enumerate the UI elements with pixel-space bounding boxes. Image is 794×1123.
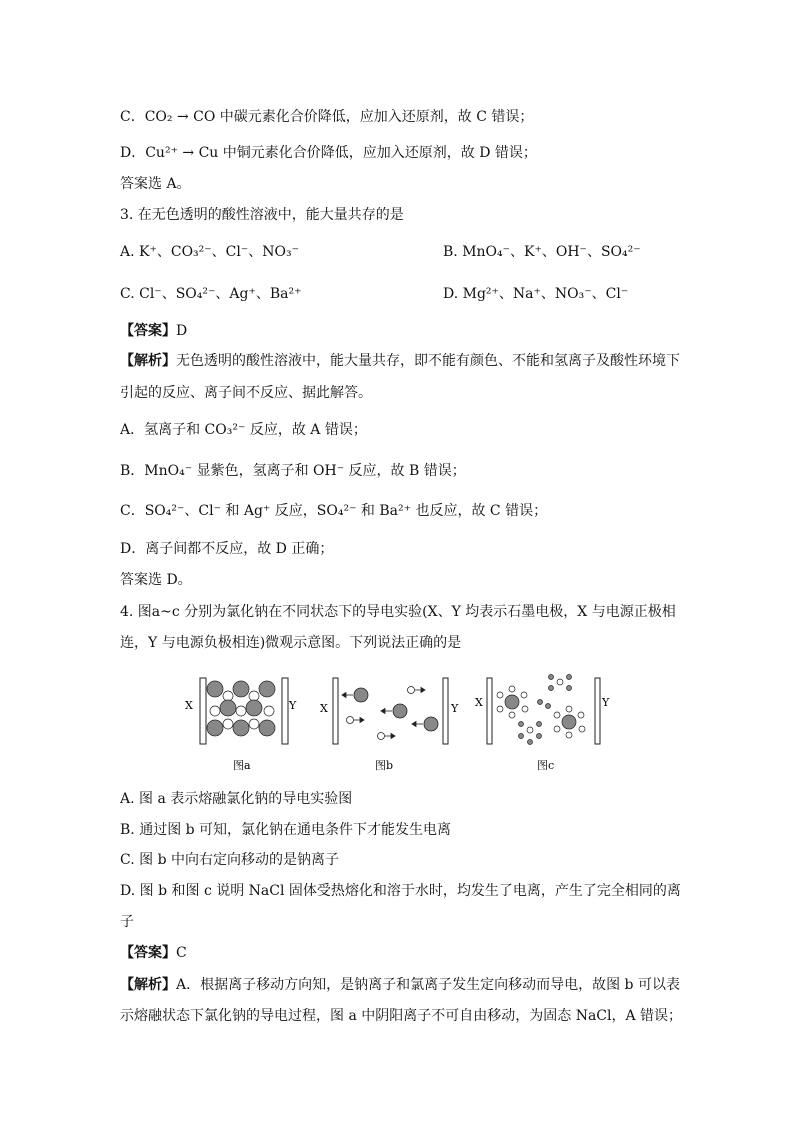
q3-option-d: D. Mg²⁺、Na⁺、NO₃⁻、Cl⁻ bbox=[443, 286, 629, 302]
answer-previous: 答案选 A。 bbox=[120, 176, 191, 192]
answer-tag: 【答案】 bbox=[120, 945, 176, 961]
caption-b: 图b bbox=[375, 759, 394, 772]
answer-tag: 【答案】 bbox=[120, 323, 176, 339]
figure-b bbox=[320, 678, 459, 772]
q3-explain-d: D．离子间都不反应，故 D 正确； bbox=[120, 541, 334, 557]
electrode-x-label: X bbox=[320, 702, 328, 715]
electrode-x bbox=[487, 678, 492, 744]
electrode-y-label: Y bbox=[289, 699, 297, 712]
electrode-y-label: Y bbox=[451, 702, 459, 715]
electrode-x-label: X bbox=[185, 699, 193, 712]
q3-option-a: A. K⁺、CO₃²⁻、Cl⁻、NO₃⁻ bbox=[120, 244, 299, 260]
figure-c bbox=[475, 675, 610, 773]
nacl-conduction-figure bbox=[185, 672, 615, 782]
analysis-text: A．根据离子移动方向知，是钠离子和氯离子发生定向移动而导电，故图 b 可以表 bbox=[176, 977, 680, 993]
option-c-previous: C．CO₂ → CO 中碳元素化合价降低，应加入还原剂，故 C 错误； bbox=[120, 109, 534, 125]
q3-explain-a: A．氢离子和 CO₃²⁻ 反应，故 A 错误； bbox=[120, 422, 367, 438]
q4-answer bbox=[120, 943, 187, 963]
analysis-text: 无色透明的酸性溶液中，能大量共存，即不能有颜色、不能和氢离子及酸性环境下 bbox=[176, 353, 680, 369]
q4-option-d-2: 子 bbox=[120, 914, 134, 930]
moving-ions bbox=[342, 687, 438, 740]
question-4-line-2: 连，Y 与电源负极相连)微观示意图。下列说法正确的是 bbox=[120, 635, 462, 651]
q3-explain-b: B．MnO₄⁻ 显紫色，氢离子和 OH⁻ 反应，故 B 错误； bbox=[120, 463, 466, 479]
question-3: 3. 在无色透明的酸性溶液中，能大量共存的是 bbox=[120, 207, 404, 223]
q3-option-b: B. MnO₄⁻、K⁺、OH⁻、SO₄²⁻ bbox=[443, 244, 641, 260]
analysis-tag: 【解析】 bbox=[120, 977, 176, 993]
electrode-x bbox=[200, 678, 206, 744]
answer-value: D bbox=[176, 323, 188, 339]
electrode-y bbox=[595, 678, 600, 744]
answer-value: C bbox=[176, 945, 187, 961]
q4-option-d-1: D. 图 b 和图 c 说明 NaCl 固体受热熔化和溶于水时，均发生了电离，产生了完全相同的离 bbox=[120, 883, 681, 899]
hydrated-ions bbox=[497, 675, 585, 745]
q3-analysis-2: 引起的反应、离子间不反应、据此解答。 bbox=[120, 385, 372, 401]
nacl-crystal-lattice bbox=[207, 681, 275, 736]
electrode-y bbox=[443, 678, 448, 744]
electrode-y-label: Y bbox=[602, 696, 610, 709]
q4-option-a: A. 图 a 表示熔融氯化钠的导电实验图 bbox=[120, 791, 353, 807]
q4-option-c: C. 图 b 中向右定向移动的是钠离子 bbox=[120, 852, 339, 868]
q3-analysis-1 bbox=[120, 351, 680, 371]
q4-analysis-2: 示熔融状态下氯化钠的导电过程，图 a 中阴阳离子不可自由移动，为固态 NaCl，A 错误； bbox=[120, 1008, 683, 1024]
figure-a bbox=[185, 678, 297, 772]
q3-option-c: C. Cl⁻、SO₄²⁻、Ag⁺、Ba²⁺ bbox=[120, 286, 302, 302]
question-4-line-1: 4. 图a~c 分别为氯化钠在不同状态下的导电实验(X、Y 均表示石墨电极，X 与电源正极相 bbox=[120, 604, 676, 620]
q4-analysis-1 bbox=[120, 975, 680, 995]
q3-explain-c: C．SO₄²⁻、Cl⁻ 和 Ag⁺ 反应，SO₄²⁻ 和 Ba²⁺ 也反应，故 C 错误； bbox=[120, 503, 548, 519]
option-d-previous: D．Cu²⁺ → Cu 中铜元素化合价降低，应加入还原剂，故 D 错误； bbox=[120, 145, 537, 161]
q3-final-answer: 答案选 D。 bbox=[120, 572, 192, 588]
caption-c: 图c bbox=[537, 759, 555, 772]
electrode-x bbox=[333, 678, 338, 744]
q3-answer bbox=[120, 321, 187, 341]
electrode-y bbox=[282, 678, 288, 744]
caption-a: 图a bbox=[233, 759, 251, 772]
electrode-x-label: X bbox=[475, 696, 483, 709]
analysis-tag: 【解析】 bbox=[120, 353, 176, 369]
q4-option-b: B. 通过图 b 可知，氯化钠在通电条件下才能发生电离 bbox=[120, 822, 452, 838]
